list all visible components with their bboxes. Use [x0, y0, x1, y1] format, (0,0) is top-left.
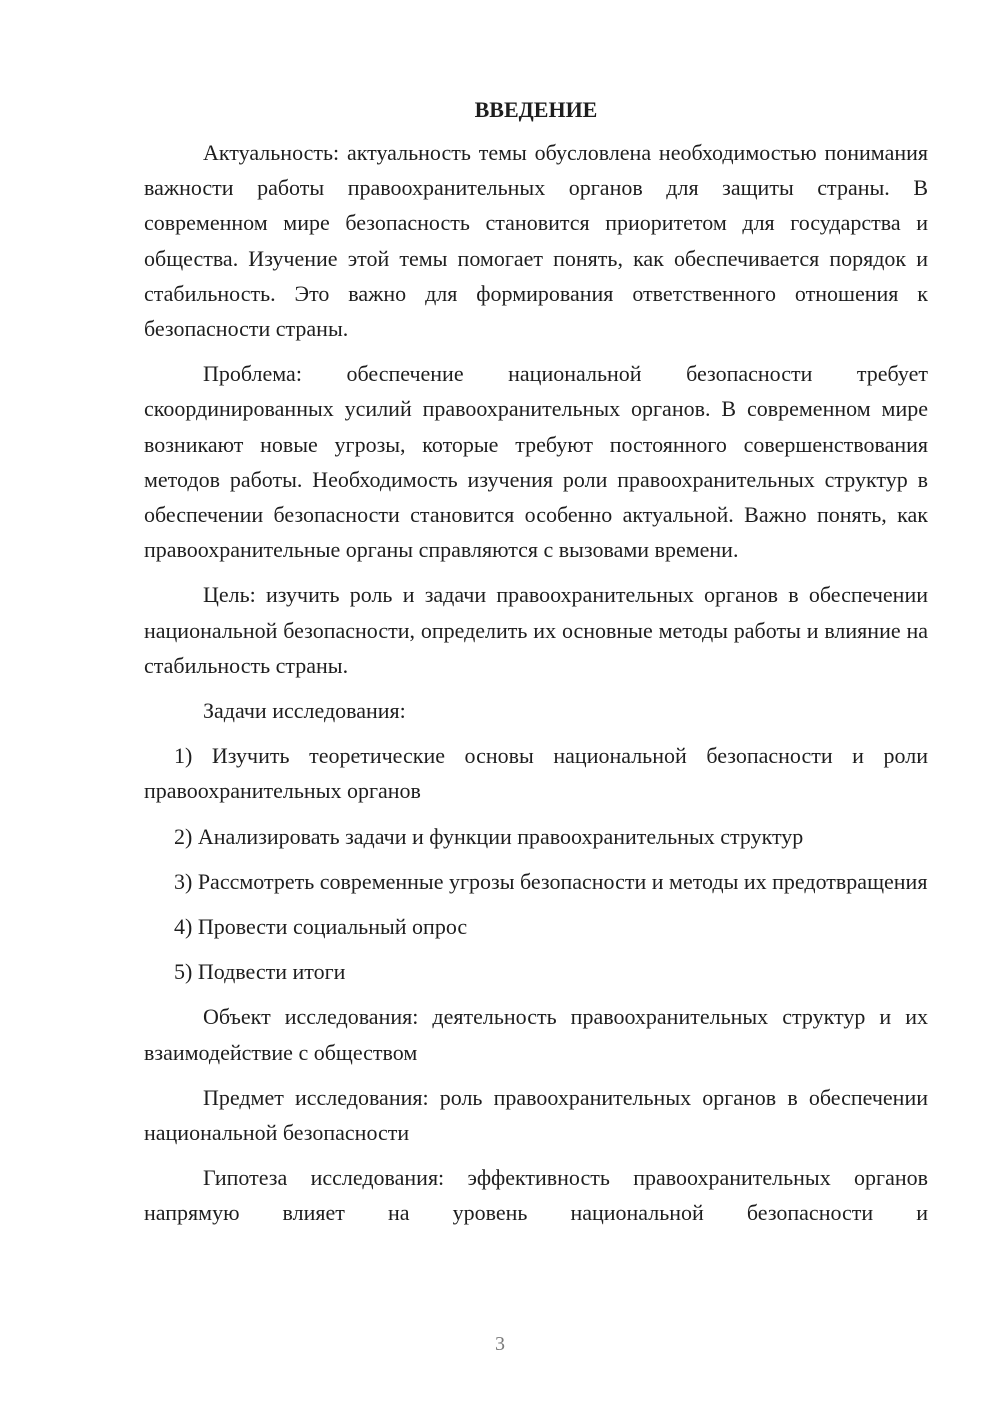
paragraph-relevance: Актуальность: актуальность темы обусловлена необходимостью понимания важности работы правоохранительных органов для защиты страны. В современном мире безопасность становится приоритетом для государства и общества. Изучение этой темы помогает понять, как обеспечивается порядок и стабильность. Это важно для формирования ответственного отношения к безопасности страны. — [144, 140, 928, 342]
paragraph-goal: Цель: изучить роль и задачи правоохранительных органов в обеспечении национальной безопасности, определить их основные методы работы и влияние на стабильность страны. — [144, 582, 928, 678]
page-number: 3 — [495, 1333, 505, 1355]
paragraph-problem: Проблема: обеспечение национальной безопасности требует скоординированных усилий правоохранительных органов. В современном мире возникают новые угрозы, которые требуют постоянного совершенствования методов работы. Необходимость изучения роли правоохранительных структур в обеспечении безопасности становится особенно актуальной. Важно понять, как правоохранительные органы справляются с вызовами времени. — [144, 361, 928, 563]
paragraph-subject: Предмет исследования: роль правоохранительных органов в обеспечении национальной безопасности — [144, 1084, 928, 1146]
task-item-1: 1) Изучить теоретические основы национальной безопасности и роли правоохранительных органов — [144, 743, 928, 804]
task-item-2: 2) Анализировать задачи и функции правоохранительных структур — [174, 823, 804, 849]
paragraph-hypothesis: Гипотеза исследования: эффективность правоохранительных органов напрямую влияет на уровень национальной безопасности и — [144, 1165, 928, 1226]
task-item-3: 3) Рассмотреть современные угрозы безопасности и методы их предотвращения — [174, 868, 928, 894]
task-item-5: 5) Подвести итоги — [174, 959, 346, 985]
document-body — [144, 92, 928, 1231]
section-title: ВВЕДЕНИЕ — [474, 97, 598, 122]
task-item-4: 4) Провести социальный опрос — [174, 914, 468, 940]
paragraph-object: Объект исследования: деятельность правоохранительных структур и их взаимодействие с обществом — [144, 1004, 928, 1065]
tasks-heading: Задачи исследования: — [203, 698, 406, 724]
